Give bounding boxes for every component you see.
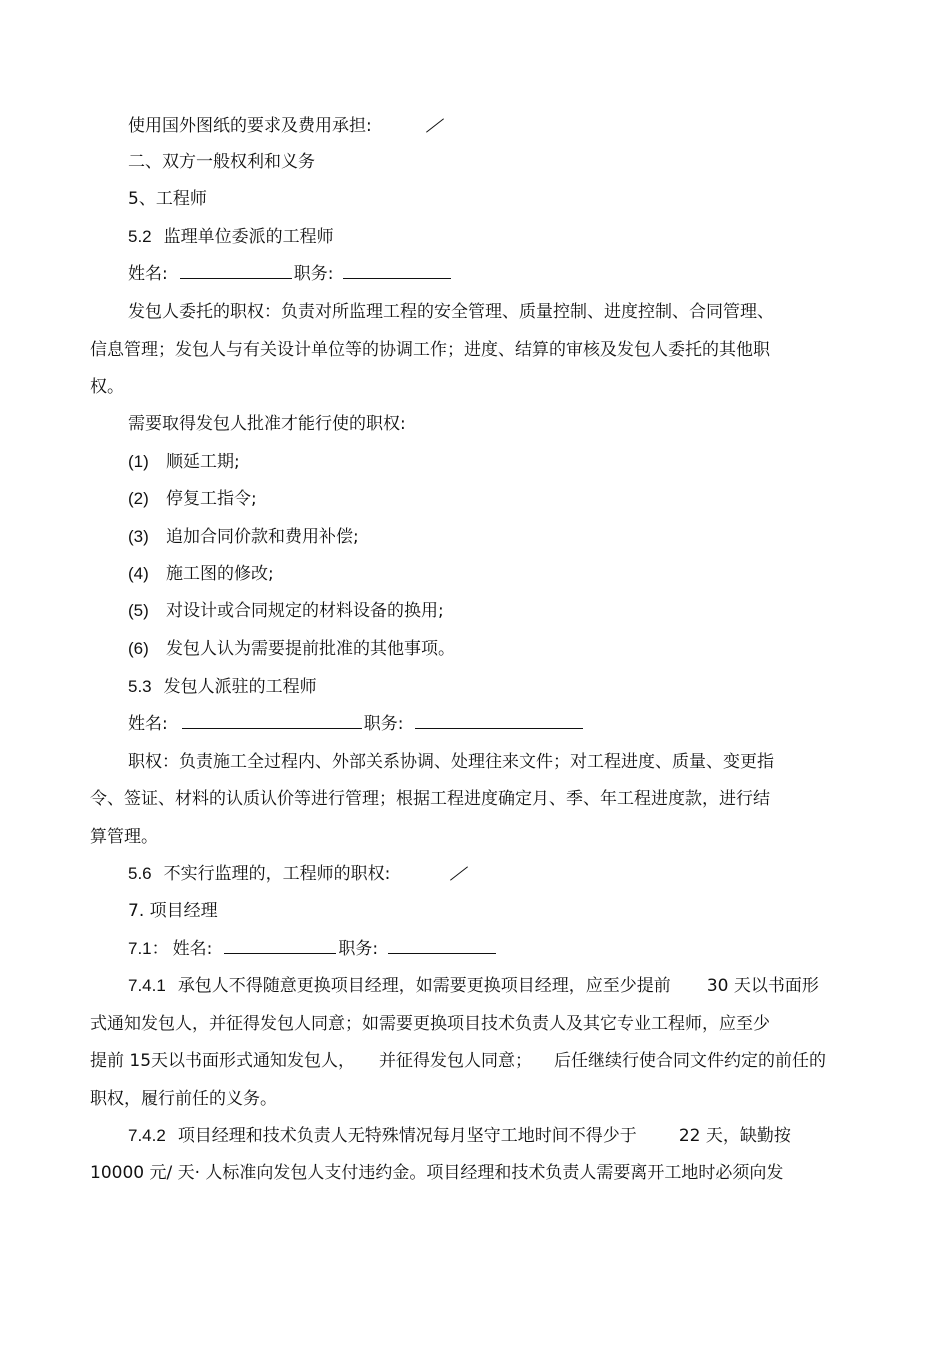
paragraph-line	[90, 1049, 826, 1073]
list-item-number: (6)	[128, 639, 149, 658]
paragraph-line: 10000 元/ 天· 人标准向发包人支付违约金。项目经理和技术负责人需要离开工地时必须向发	[90, 1163, 784, 1183]
paragraph-text: 22 天，缺勤按	[678, 1126, 791, 1146]
list-item-text: 追加合同价款和费用补偿;	[166, 527, 359, 547]
section-7-heading: 7. 项目经理	[128, 901, 218, 921]
list-item-number: (2)	[128, 489, 149, 508]
name-blank	[224, 937, 336, 954]
paragraph-line: 职权，履行前任的义务。	[90, 1089, 277, 1109]
list-item	[128, 525, 359, 549]
paragraph-line: 算管理。	[90, 827, 158, 847]
list-item	[128, 487, 257, 511]
supervisor-engineer-fields	[128, 262, 453, 286]
foreign-drawings-line	[128, 114, 444, 138]
paragraph-line: 发包人委托的职权：负责对所监理工程的安全管理、质量控制、进度控制、合同管理、	[128, 302, 774, 322]
paragraph-line: 职权：负责施工全过程内、外部关系协调、处理往来文件；对工程进度、质量、变更指	[128, 752, 774, 772]
section-number: 7.4.1	[128, 976, 166, 995]
not-applicable-slash-icon	[424, 116, 444, 136]
list-item-number: (1)	[128, 452, 149, 471]
section-2-heading: 二、双方一般权利和义务	[128, 152, 315, 172]
paragraph-text: 提前 15天以书面形式通知发包人，	[90, 1051, 356, 1071]
section-number: 5.2	[128, 227, 152, 246]
name-blank	[180, 262, 292, 279]
list-item	[128, 599, 444, 623]
foreign-drawings-label: 使用国外图纸的要求及费用承担:	[128, 116, 372, 136]
position-blank	[343, 262, 451, 279]
paragraph-text: 后任继续行使合同文件约定的前任的	[554, 1051, 827, 1071]
list-item-number: (5)	[128, 601, 149, 620]
not-applicable-slash-icon	[448, 864, 468, 884]
section-5-2-heading	[128, 225, 334, 249]
section-title: 监理单位委派的工程师	[163, 227, 334, 247]
paragraph-text: 30 天以书面形	[706, 976, 819, 996]
employer-engineer-fields	[128, 712, 585, 736]
section-number: 7.1：	[128, 939, 169, 958]
name-label: 姓名:	[128, 714, 168, 734]
section-5-3-heading	[128, 675, 317, 699]
project-manager-fields	[128, 937, 498, 961]
position-label: 职务:	[363, 714, 404, 734]
paragraph-text: 并征得发包人同意；	[379, 1051, 533, 1071]
section-title: 发包人派驻的工程师	[163, 677, 317, 697]
list-item	[128, 562, 274, 586]
list-item-number: (4)	[128, 564, 149, 583]
section-number: 5.6	[128, 864, 152, 883]
section-7-4-2-line	[128, 1124, 791, 1148]
section-number: 7.4.2	[128, 1126, 166, 1145]
name-label: 姓名:	[128, 264, 168, 284]
paragraph-line: 权。	[90, 377, 124, 397]
section-5-6-line	[128, 862, 468, 886]
paragraph-line: 信息管理；发包人与有关设计单位等的协调工作；进度、结算的审核及发包人委托的其他职	[90, 340, 770, 360]
list-item-text: 施工图的修改;	[166, 564, 274, 584]
position-blank	[415, 712, 583, 729]
section-number: 5.3	[128, 677, 152, 696]
list-item-number: (3)	[128, 527, 149, 546]
list-item-text: 顺延工期;	[166, 452, 240, 472]
list-item	[128, 637, 455, 661]
paragraph-text: 项目经理和技术负责人无特殊情况每月坚守工地时间不得少于	[177, 1126, 637, 1146]
section-7-4-1-line	[128, 974, 819, 998]
position-label: 职务:	[293, 264, 334, 284]
approval-required-heading: 需要取得发包人批准才能行使的职权:	[128, 414, 406, 434]
list-item-text: 对设计或合同规定的材料设备的换用;	[166, 601, 444, 621]
name-label: 姓名:	[172, 939, 213, 959]
paragraph-text: 承包人不得随意更换项目经理，如需要更换项目经理，应至少提前	[177, 976, 671, 996]
name-blank	[182, 712, 362, 729]
list-item-text: 发包人认为需要提前批准的其他事项。	[166, 639, 455, 659]
position-label: 职务:	[338, 939, 379, 959]
list-item-text: 停复工指令;	[166, 489, 257, 509]
paragraph-line: 式通知发包人，并征得发包人同意；如需要更换项目技术负责人及其它专业工程师，应至少	[90, 1014, 770, 1034]
paragraph-line: 令、签证、材料的认质认价等进行管理；根据工程进度确定月、季、年工程进度款，进行结	[90, 789, 770, 809]
section-title: 不实行监理的，工程师的职权:	[163, 864, 391, 884]
list-item	[128, 450, 240, 474]
position-blank	[388, 937, 496, 954]
section-5-heading: 5、工程师	[128, 189, 207, 209]
